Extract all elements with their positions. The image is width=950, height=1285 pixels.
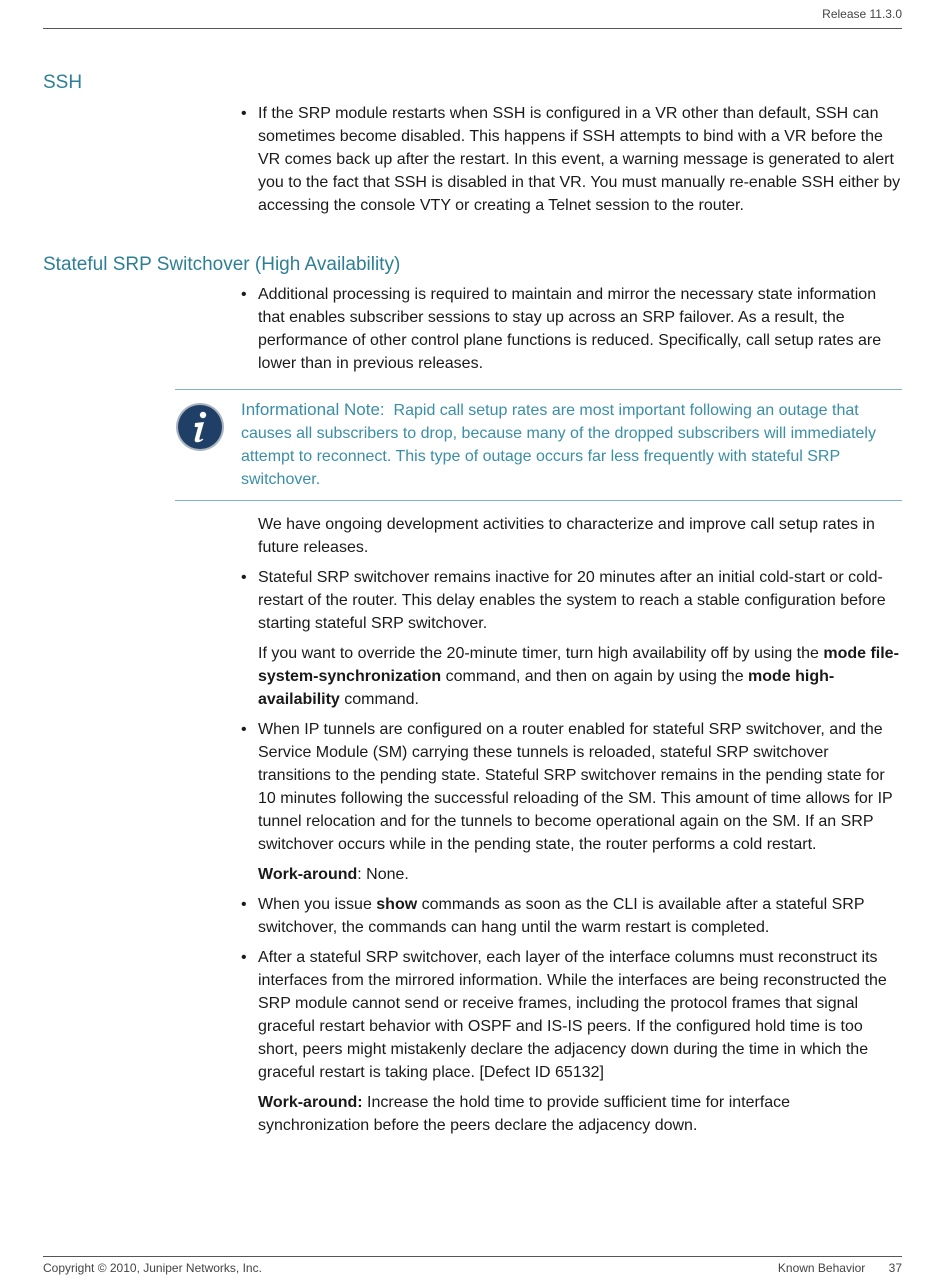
stateful-bullet-4	[258, 893, 903, 939]
footer-section: Known Behavior	[777, 1261, 866, 1275]
bullet4-text-1: When you issue	[258, 896, 377, 913]
release-label: Release 11.3.0	[822, 7, 902, 21]
ssh-content	[258, 102, 903, 217]
workaround-label: Work-around	[258, 866, 358, 883]
workaround-text: : None.	[357, 866, 409, 883]
note-body: Rapid call setup rates are most important following an outage that causes all subscribers to drop, because many of the dropped subscribers will immediately attempt to reconnect. This type of outage occurs far less frequently with stateful SRP switchover.	[241, 402, 876, 488]
stateful-bullet-2: • Stateful SRP switchover remains inactive for 20 minutes after an initial cold-start or cold-restart of the router. This delay enables the system to reach a stable configuration before starting stateful SRP switchover.	[258, 566, 903, 635]
note-text	[241, 398, 891, 491]
page-number: 37	[888, 1261, 902, 1275]
page-header	[43, 0, 902, 29]
override-text-1: If you want to override the 20-minute timer, turn high availability off by using the	[258, 645, 824, 662]
workaround-label: Work-around:	[258, 1094, 363, 1111]
command-high-availability: mode high-availability	[258, 668, 835, 708]
workaround-2	[258, 1091, 903, 1137]
command-file-system-sync: mode file-system-synchronization	[258, 645, 899, 685]
stateful-content	[258, 513, 903, 1137]
ssh-bullet-1: • If the SRP module restarts when SSH is configured in a VR other than default, SSH can sometimes become disabled. This happens if SSH attempts to bind with a VR before the VR comes back up after the restart. In this event, a warning message is generated to alert you to the fact that SSH is disabled in that VR. You must manually re-enable SSH either by accessing the console VTY or creating a Telnet session to the router.	[258, 102, 903, 217]
stateful-intro	[258, 283, 903, 375]
workaround-text: Increase the hold time to provide sufficient time for interface synchronization before the peers declare the adjacency down.	[258, 1094, 791, 1134]
workaround-1	[258, 863, 903, 886]
para-after-note: We have ongoing development activities to characterize and improve call setup rates in future releases.	[258, 516, 875, 556]
command-show: show	[376, 896, 418, 913]
copyright: Copyright © 2010, Juniper Networks, Inc.	[43, 1261, 262, 1275]
override-text-2: command, and then on again by using the	[441, 668, 749, 685]
stateful-heading: Stateful SRP Switchover (High Availability)	[43, 254, 401, 275]
ssh-heading: SSH	[43, 72, 83, 93]
info-icon	[175, 402, 225, 452]
informational-note	[175, 389, 902, 501]
stateful-bullet-1: • Additional processing is required to maintain and mirror the necessary state information that enables subscriber sessions to stay up across an SRP failover. As a result, the performance of other control plane functions is reduced. Specifically, call setup rates are lower than in previous releases.	[258, 283, 903, 375]
stateful-bullet-5: • After a stateful SRP switchover, each layer of the interface columns must reconstruct its interfaces from the mirrored information. While the interfaces are being reconstructed the SRP module cannot send or receive frames, including the protocol frames that signal graceful restart behavior with OSPF and IS-IS peers. If the configured hold time is too short, peers might mistakenly declare the adjacency down during the time in which the graceful restart is taking place. [Defect ID 65132]	[258, 946, 903, 1084]
stateful-bullet-3: • When IP tunnels are configured on a router enabled for stateful SRP switchover, and the Service Module (SM) carrying these tunnels is reloaded, stateful SRP switchover transitions to the pending state. Stateful SRP switchover remains in the pending state for 10 minutes following the successful reloading of the SM. This amount of time allows for IP tunnel relocation and for the tunnels to become operational again on the SM. If an SRP switchover occurs while in the pending state, the router performs a cold restart.	[258, 718, 903, 856]
bullet4-text-2: commands as soon as the CLI is available after a stateful SRP switchover, the commands can hang until the warm restart is completed.	[258, 896, 865, 936]
note-label: Informational Note:	[241, 400, 385, 419]
footer-right	[758, 1261, 902, 1275]
override-paragraph	[258, 642, 903, 711]
override-text-3: command.	[339, 691, 419, 708]
page-footer	[43, 1256, 902, 1285]
